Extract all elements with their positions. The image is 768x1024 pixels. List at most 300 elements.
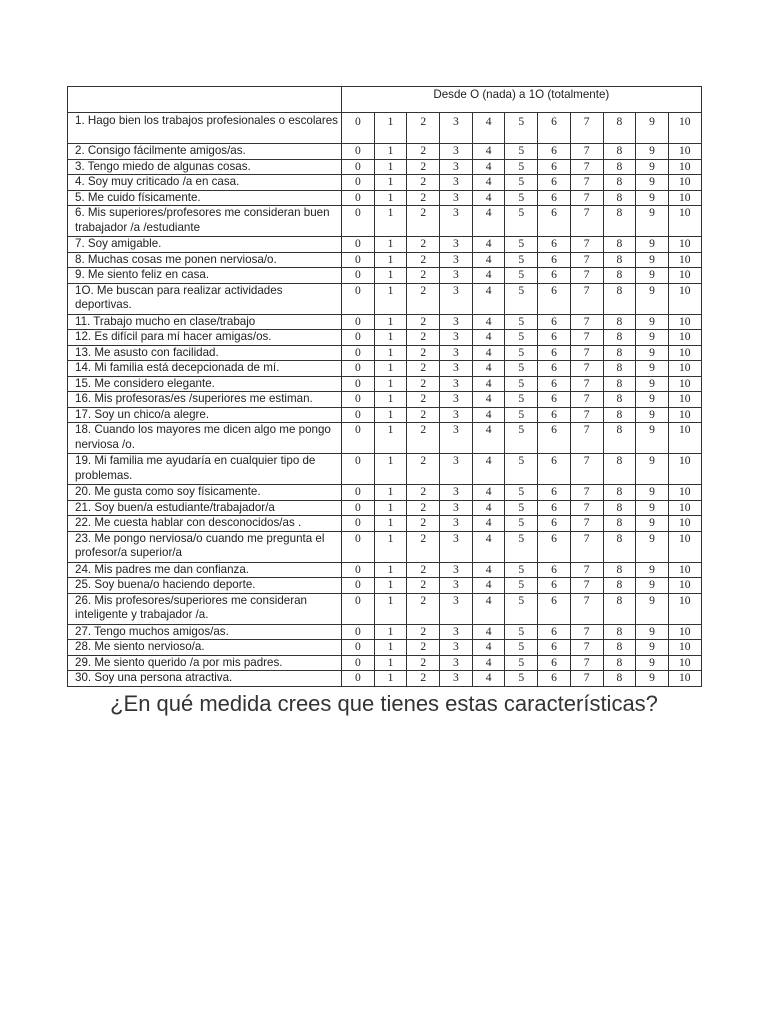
rating-option-8[interactable]: 8: [603, 624, 636, 640]
rating-option-9[interactable]: 9: [636, 655, 669, 671]
rating-option-7[interactable]: 7: [570, 376, 603, 392]
rating-option-0[interactable]: 0: [342, 283, 375, 314]
rating-option-9[interactable]: 9: [636, 345, 669, 361]
rating-option-2[interactable]: 2: [407, 562, 440, 578]
rating-option-2[interactable]: 2: [407, 237, 440, 253]
rating-option-0[interactable]: 0: [342, 361, 375, 377]
rating-option-10[interactable]: 10: [668, 206, 701, 237]
rating-option-7[interactable]: 7: [570, 407, 603, 423]
rating-option-0[interactable]: 0: [342, 392, 375, 408]
rating-option-10[interactable]: 10: [668, 671, 701, 687]
rating-option-0[interactable]: 0: [342, 268, 375, 284]
rating-option-1[interactable]: 1: [374, 113, 407, 144]
rating-option-1[interactable]: 1: [374, 144, 407, 160]
rating-option-8[interactable]: 8: [603, 314, 636, 330]
rating-option-1[interactable]: 1: [374, 268, 407, 284]
rating-option-1[interactable]: 1: [374, 485, 407, 501]
rating-option-3[interactable]: 3: [440, 485, 473, 501]
rating-option-0[interactable]: 0: [342, 314, 375, 330]
rating-option-1[interactable]: 1: [374, 671, 407, 687]
rating-option-6[interactable]: 6: [538, 252, 571, 268]
rating-option-7[interactable]: 7: [570, 392, 603, 408]
rating-option-0[interactable]: 0: [342, 655, 375, 671]
rating-option-10[interactable]: 10: [668, 190, 701, 206]
rating-option-7[interactable]: 7: [570, 113, 603, 144]
rating-option-5[interactable]: 5: [505, 640, 538, 656]
rating-option-9[interactable]: 9: [636, 283, 669, 314]
rating-option-4[interactable]: 4: [472, 237, 505, 253]
rating-option-4[interactable]: 4: [472, 314, 505, 330]
rating-option-2[interactable]: 2: [407, 361, 440, 377]
rating-option-9[interactable]: 9: [636, 392, 669, 408]
rating-option-9[interactable]: 9: [636, 407, 669, 423]
rating-option-3[interactable]: 3: [440, 190, 473, 206]
rating-option-6[interactable]: 6: [538, 516, 571, 532]
rating-option-7[interactable]: 7: [570, 454, 603, 485]
rating-option-4[interactable]: 4: [472, 671, 505, 687]
rating-option-1[interactable]: 1: [374, 454, 407, 485]
rating-option-5[interactable]: 5: [505, 516, 538, 532]
rating-option-10[interactable]: 10: [668, 392, 701, 408]
rating-option-5[interactable]: 5: [505, 283, 538, 314]
rating-option-10[interactable]: 10: [668, 144, 701, 160]
rating-option-1[interactable]: 1: [374, 159, 407, 175]
rating-option-10[interactable]: 10: [668, 361, 701, 377]
rating-option-8[interactable]: 8: [603, 252, 636, 268]
rating-option-8[interactable]: 8: [603, 237, 636, 253]
rating-option-8[interactable]: 8: [603, 190, 636, 206]
rating-option-10[interactable]: 10: [668, 345, 701, 361]
rating-option-0[interactable]: 0: [342, 190, 375, 206]
rating-option-1[interactable]: 1: [374, 252, 407, 268]
rating-option-2[interactable]: 2: [407, 423, 440, 454]
rating-option-9[interactable]: 9: [636, 640, 669, 656]
rating-option-8[interactable]: 8: [603, 376, 636, 392]
rating-option-1[interactable]: 1: [374, 314, 407, 330]
rating-option-4[interactable]: 4: [472, 252, 505, 268]
rating-option-7[interactable]: 7: [570, 206, 603, 237]
rating-option-1[interactable]: 1: [374, 330, 407, 346]
rating-option-2[interactable]: 2: [407, 500, 440, 516]
rating-option-9[interactable]: 9: [636, 578, 669, 594]
rating-option-6[interactable]: 6: [538, 314, 571, 330]
rating-option-6[interactable]: 6: [538, 578, 571, 594]
rating-option-9[interactable]: 9: [636, 175, 669, 191]
rating-option-5[interactable]: 5: [505, 330, 538, 346]
rating-option-2[interactable]: 2: [407, 624, 440, 640]
rating-option-0[interactable]: 0: [342, 407, 375, 423]
rating-option-10[interactable]: 10: [668, 562, 701, 578]
rating-option-2[interactable]: 2: [407, 206, 440, 237]
rating-option-7[interactable]: 7: [570, 562, 603, 578]
rating-option-3[interactable]: 3: [440, 671, 473, 687]
rating-option-8[interactable]: 8: [603, 283, 636, 314]
rating-option-9[interactable]: 9: [636, 206, 669, 237]
rating-option-4[interactable]: 4: [472, 500, 505, 516]
rating-option-4[interactable]: 4: [472, 345, 505, 361]
rating-option-7[interactable]: 7: [570, 190, 603, 206]
rating-option-8[interactable]: 8: [603, 562, 636, 578]
rating-option-4[interactable]: 4: [472, 407, 505, 423]
rating-option-5[interactable]: 5: [505, 500, 538, 516]
rating-option-7[interactable]: 7: [570, 252, 603, 268]
rating-option-6[interactable]: 6: [538, 206, 571, 237]
rating-option-2[interactable]: 2: [407, 190, 440, 206]
rating-option-3[interactable]: 3: [440, 237, 473, 253]
rating-option-2[interactable]: 2: [407, 175, 440, 191]
rating-option-4[interactable]: 4: [472, 640, 505, 656]
rating-option-6[interactable]: 6: [538, 283, 571, 314]
rating-option-8[interactable]: 8: [603, 500, 636, 516]
rating-option-0[interactable]: 0: [342, 671, 375, 687]
rating-option-8[interactable]: 8: [603, 268, 636, 284]
rating-option-3[interactable]: 3: [440, 640, 473, 656]
rating-option-7[interactable]: 7: [570, 330, 603, 346]
rating-option-7[interactable]: 7: [570, 361, 603, 377]
rating-option-5[interactable]: 5: [505, 624, 538, 640]
rating-option-0[interactable]: 0: [342, 144, 375, 160]
rating-option-4[interactable]: 4: [472, 206, 505, 237]
rating-option-1[interactable]: 1: [374, 423, 407, 454]
rating-option-5[interactable]: 5: [505, 671, 538, 687]
rating-option-5[interactable]: 5: [505, 237, 538, 253]
rating-option-10[interactable]: 10: [668, 376, 701, 392]
rating-option-9[interactable]: 9: [636, 671, 669, 687]
rating-option-7[interactable]: 7: [570, 423, 603, 454]
rating-option-10[interactable]: 10: [668, 531, 701, 562]
rating-option-1[interactable]: 1: [374, 655, 407, 671]
rating-option-0[interactable]: 0: [342, 562, 375, 578]
rating-option-3[interactable]: 3: [440, 392, 473, 408]
rating-option-2[interactable]: 2: [407, 345, 440, 361]
rating-option-4[interactable]: 4: [472, 454, 505, 485]
rating-option-8[interactable]: 8: [603, 113, 636, 144]
rating-option-3[interactable]: 3: [440, 624, 473, 640]
rating-option-6[interactable]: 6: [538, 407, 571, 423]
rating-option-2[interactable]: 2: [407, 392, 440, 408]
rating-option-8[interactable]: 8: [603, 531, 636, 562]
rating-option-9[interactable]: 9: [636, 314, 669, 330]
rating-option-0[interactable]: 0: [342, 423, 375, 454]
rating-option-2[interactable]: 2: [407, 268, 440, 284]
rating-option-9[interactable]: 9: [636, 268, 669, 284]
rating-option-9[interactable]: 9: [636, 330, 669, 346]
rating-option-4[interactable]: 4: [472, 392, 505, 408]
rating-option-7[interactable]: 7: [570, 578, 603, 594]
rating-option-5[interactable]: 5: [505, 268, 538, 284]
rating-option-5[interactable]: 5: [505, 376, 538, 392]
rating-option-4[interactable]: 4: [472, 593, 505, 624]
rating-option-6[interactable]: 6: [538, 175, 571, 191]
rating-option-1[interactable]: 1: [374, 345, 407, 361]
rating-option-8[interactable]: 8: [603, 206, 636, 237]
rating-option-9[interactable]: 9: [636, 190, 669, 206]
rating-option-3[interactable]: 3: [440, 562, 473, 578]
rating-option-10[interactable]: 10: [668, 175, 701, 191]
rating-option-4[interactable]: 4: [472, 144, 505, 160]
rating-option-8[interactable]: 8: [603, 578, 636, 594]
rating-option-0[interactable]: 0: [342, 175, 375, 191]
rating-option-9[interactable]: 9: [636, 144, 669, 160]
rating-option-6[interactable]: 6: [538, 500, 571, 516]
rating-option-4[interactable]: 4: [472, 562, 505, 578]
rating-option-7[interactable]: 7: [570, 671, 603, 687]
rating-option-5[interactable]: 5: [505, 206, 538, 237]
rating-option-5[interactable]: 5: [505, 361, 538, 377]
rating-option-5[interactable]: 5: [505, 144, 538, 160]
rating-option-1[interactable]: 1: [374, 361, 407, 377]
rating-option-10[interactable]: 10: [668, 624, 701, 640]
rating-option-6[interactable]: 6: [538, 624, 571, 640]
rating-option-5[interactable]: 5: [505, 578, 538, 594]
rating-option-3[interactable]: 3: [440, 314, 473, 330]
rating-option-2[interactable]: 2: [407, 485, 440, 501]
rating-option-7[interactable]: 7: [570, 593, 603, 624]
rating-option-8[interactable]: 8: [603, 345, 636, 361]
rating-option-0[interactable]: 0: [342, 206, 375, 237]
rating-option-0[interactable]: 0: [342, 159, 375, 175]
rating-option-2[interactable]: 2: [407, 113, 440, 144]
rating-option-8[interactable]: 8: [603, 423, 636, 454]
rating-option-8[interactable]: 8: [603, 655, 636, 671]
rating-option-3[interactable]: 3: [440, 268, 473, 284]
rating-option-7[interactable]: 7: [570, 237, 603, 253]
rating-option-9[interactable]: 9: [636, 624, 669, 640]
rating-option-8[interactable]: 8: [603, 640, 636, 656]
rating-option-3[interactable]: 3: [440, 423, 473, 454]
rating-option-4[interactable]: 4: [472, 376, 505, 392]
rating-option-9[interactable]: 9: [636, 113, 669, 144]
rating-option-3[interactable]: 3: [440, 454, 473, 485]
rating-option-5[interactable]: 5: [505, 655, 538, 671]
rating-option-5[interactable]: 5: [505, 190, 538, 206]
rating-option-7[interactable]: 7: [570, 268, 603, 284]
rating-option-3[interactable]: 3: [440, 361, 473, 377]
rating-option-0[interactable]: 0: [342, 624, 375, 640]
rating-option-6[interactable]: 6: [538, 237, 571, 253]
rating-option-6[interactable]: 6: [538, 485, 571, 501]
rating-option-8[interactable]: 8: [603, 144, 636, 160]
rating-option-4[interactable]: 4: [472, 159, 505, 175]
rating-option-9[interactable]: 9: [636, 454, 669, 485]
rating-option-8[interactable]: 8: [603, 330, 636, 346]
rating-option-1[interactable]: 1: [374, 407, 407, 423]
rating-option-1[interactable]: 1: [374, 376, 407, 392]
rating-option-7[interactable]: 7: [570, 531, 603, 562]
rating-option-5[interactable]: 5: [505, 113, 538, 144]
rating-option-2[interactable]: 2: [407, 144, 440, 160]
rating-option-10[interactable]: 10: [668, 283, 701, 314]
rating-option-9[interactable]: 9: [636, 531, 669, 562]
rating-option-6[interactable]: 6: [538, 593, 571, 624]
rating-option-3[interactable]: 3: [440, 593, 473, 624]
rating-option-0[interactable]: 0: [342, 640, 375, 656]
rating-option-1[interactable]: 1: [374, 640, 407, 656]
rating-option-9[interactable]: 9: [636, 423, 669, 454]
rating-option-2[interactable]: 2: [407, 314, 440, 330]
rating-option-6[interactable]: 6: [538, 361, 571, 377]
rating-option-9[interactable]: 9: [636, 237, 669, 253]
rating-option-9[interactable]: 9: [636, 376, 669, 392]
rating-option-3[interactable]: 3: [440, 345, 473, 361]
rating-option-0[interactable]: 0: [342, 237, 375, 253]
rating-option-3[interactable]: 3: [440, 500, 473, 516]
rating-option-2[interactable]: 2: [407, 376, 440, 392]
rating-option-5[interactable]: 5: [505, 314, 538, 330]
rating-option-8[interactable]: 8: [603, 671, 636, 687]
rating-option-0[interactable]: 0: [342, 454, 375, 485]
rating-option-6[interactable]: 6: [538, 144, 571, 160]
rating-option-3[interactable]: 3: [440, 283, 473, 314]
rating-option-5[interactable]: 5: [505, 562, 538, 578]
rating-option-10[interactable]: 10: [668, 593, 701, 624]
rating-option-5[interactable]: 5: [505, 454, 538, 485]
rating-option-9[interactable]: 9: [636, 252, 669, 268]
rating-option-5[interactable]: 5: [505, 252, 538, 268]
rating-option-8[interactable]: 8: [603, 593, 636, 624]
rating-option-1[interactable]: 1: [374, 190, 407, 206]
rating-option-1[interactable]: 1: [374, 206, 407, 237]
rating-option-10[interactable]: 10: [668, 500, 701, 516]
rating-option-1[interactable]: 1: [374, 562, 407, 578]
rating-option-10[interactable]: 10: [668, 578, 701, 594]
rating-option-4[interactable]: 4: [472, 578, 505, 594]
rating-option-6[interactable]: 6: [538, 454, 571, 485]
rating-option-5[interactable]: 5: [505, 485, 538, 501]
rating-option-7[interactable]: 7: [570, 283, 603, 314]
rating-option-2[interactable]: 2: [407, 578, 440, 594]
rating-option-2[interactable]: 2: [407, 593, 440, 624]
rating-option-5[interactable]: 5: [505, 175, 538, 191]
rating-option-1[interactable]: 1: [374, 500, 407, 516]
rating-option-2[interactable]: 2: [407, 516, 440, 532]
rating-option-10[interactable]: 10: [668, 407, 701, 423]
rating-option-2[interactable]: 2: [407, 454, 440, 485]
rating-option-4[interactable]: 4: [472, 175, 505, 191]
rating-option-0[interactable]: 0: [342, 531, 375, 562]
rating-option-7[interactable]: 7: [570, 500, 603, 516]
rating-option-7[interactable]: 7: [570, 655, 603, 671]
rating-option-10[interactable]: 10: [668, 640, 701, 656]
rating-option-5[interactable]: 5: [505, 392, 538, 408]
rating-option-3[interactable]: 3: [440, 206, 473, 237]
rating-option-3[interactable]: 3: [440, 531, 473, 562]
rating-option-3[interactable]: 3: [440, 376, 473, 392]
rating-option-2[interactable]: 2: [407, 252, 440, 268]
rating-option-2[interactable]: 2: [407, 640, 440, 656]
rating-option-8[interactable]: 8: [603, 454, 636, 485]
rating-option-2[interactable]: 2: [407, 671, 440, 687]
rating-option-8[interactable]: 8: [603, 407, 636, 423]
rating-option-9[interactable]: 9: [636, 593, 669, 624]
rating-option-10[interactable]: 10: [668, 655, 701, 671]
rating-option-10[interactable]: 10: [668, 516, 701, 532]
rating-option-6[interactable]: 6: [538, 190, 571, 206]
rating-option-3[interactable]: 3: [440, 144, 473, 160]
rating-option-0[interactable]: 0: [342, 113, 375, 144]
rating-option-7[interactable]: 7: [570, 640, 603, 656]
rating-option-5[interactable]: 5: [505, 423, 538, 454]
rating-option-2[interactable]: 2: [407, 655, 440, 671]
rating-option-10[interactable]: 10: [668, 485, 701, 501]
rating-option-10[interactable]: 10: [668, 159, 701, 175]
rating-option-3[interactable]: 3: [440, 252, 473, 268]
rating-option-4[interactable]: 4: [472, 485, 505, 501]
rating-option-8[interactable]: 8: [603, 516, 636, 532]
rating-option-0[interactable]: 0: [342, 593, 375, 624]
rating-option-1[interactable]: 1: [374, 624, 407, 640]
rating-option-10[interactable]: 10: [668, 237, 701, 253]
rating-option-8[interactable]: 8: [603, 361, 636, 377]
rating-option-3[interactable]: 3: [440, 407, 473, 423]
rating-option-1[interactable]: 1: [374, 531, 407, 562]
rating-option-2[interactable]: 2: [407, 283, 440, 314]
rating-option-6[interactable]: 6: [538, 330, 571, 346]
rating-option-6[interactable]: 6: [538, 392, 571, 408]
rating-option-2[interactable]: 2: [407, 330, 440, 346]
rating-option-0[interactable]: 0: [342, 516, 375, 532]
rating-option-6[interactable]: 6: [538, 376, 571, 392]
rating-option-0[interactable]: 0: [342, 578, 375, 594]
rating-option-4[interactable]: 4: [472, 423, 505, 454]
rating-option-9[interactable]: 9: [636, 562, 669, 578]
rating-option-6[interactable]: 6: [538, 159, 571, 175]
rating-option-10[interactable]: 10: [668, 330, 701, 346]
rating-option-9[interactable]: 9: [636, 500, 669, 516]
rating-option-1[interactable]: 1: [374, 593, 407, 624]
rating-option-7[interactable]: 7: [570, 314, 603, 330]
rating-option-4[interactable]: 4: [472, 361, 505, 377]
rating-option-5[interactable]: 5: [505, 159, 538, 175]
rating-option-7[interactable]: 7: [570, 485, 603, 501]
rating-option-10[interactable]: 10: [668, 252, 701, 268]
rating-option-4[interactable]: 4: [472, 283, 505, 314]
rating-option-8[interactable]: 8: [603, 159, 636, 175]
rating-option-1[interactable]: 1: [374, 237, 407, 253]
rating-option-10[interactable]: 10: [668, 454, 701, 485]
rating-option-9[interactable]: 9: [636, 516, 669, 532]
rating-option-4[interactable]: 4: [472, 268, 505, 284]
rating-option-7[interactable]: 7: [570, 144, 603, 160]
rating-option-6[interactable]: 6: [538, 562, 571, 578]
rating-option-3[interactable]: 3: [440, 578, 473, 594]
rating-option-0[interactable]: 0: [342, 485, 375, 501]
rating-option-8[interactable]: 8: [603, 175, 636, 191]
rating-option-3[interactable]: 3: [440, 330, 473, 346]
rating-option-3[interactable]: 3: [440, 159, 473, 175]
rating-option-6[interactable]: 6: [538, 345, 571, 361]
rating-option-1[interactable]: 1: [374, 392, 407, 408]
rating-option-0[interactable]: 0: [342, 345, 375, 361]
rating-option-4[interactable]: 4: [472, 330, 505, 346]
rating-option-6[interactable]: 6: [538, 640, 571, 656]
rating-option-2[interactable]: 2: [407, 407, 440, 423]
rating-option-0[interactable]: 0: [342, 252, 375, 268]
rating-option-5[interactable]: 5: [505, 407, 538, 423]
rating-option-10[interactable]: 10: [668, 314, 701, 330]
rating-option-2[interactable]: 2: [407, 531, 440, 562]
rating-option-1[interactable]: 1: [374, 578, 407, 594]
rating-option-7[interactable]: 7: [570, 175, 603, 191]
rating-option-4[interactable]: 4: [472, 531, 505, 562]
rating-option-3[interactable]: 3: [440, 516, 473, 532]
rating-option-6[interactable]: 6: [538, 268, 571, 284]
rating-option-3[interactable]: 3: [440, 113, 473, 144]
rating-option-8[interactable]: 8: [603, 392, 636, 408]
rating-option-4[interactable]: 4: [472, 190, 505, 206]
rating-option-1[interactable]: 1: [374, 516, 407, 532]
rating-option-4[interactable]: 4: [472, 624, 505, 640]
